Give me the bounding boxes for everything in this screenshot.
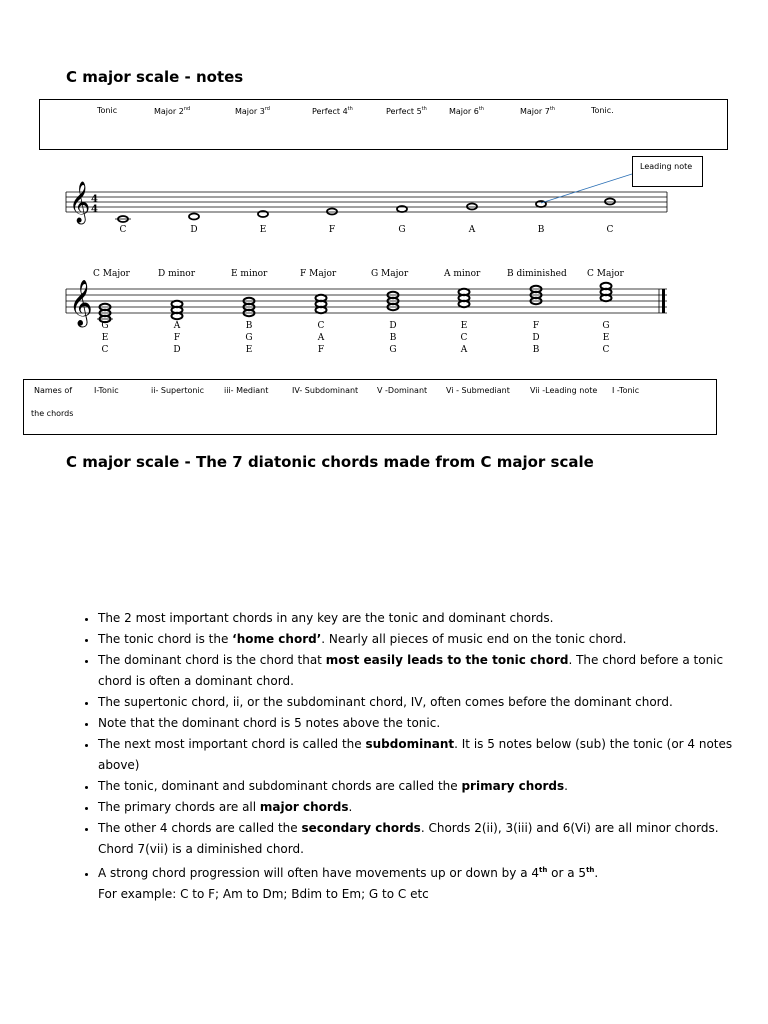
time-signature-top: 4	[91, 194, 98, 205]
chord-note-letter: A	[317, 333, 325, 343]
chord-note	[172, 301, 183, 307]
list-item: • The other 4 chords are called the secondary chords. Chords 2(ii), 3(iii) and 6(Vi) are all minor chords. Chord 7(vii) is a diminished chord.	[98, 818, 738, 860]
chord-note-letter: E	[602, 333, 610, 343]
list-item: • A strong chord progression will often have movements up or down by a 4th or a 5th. For example: C to F; Am to Dm; Bdim to Em; G to C etc	[98, 860, 738, 905]
leading-note-label: Leading note	[640, 162, 693, 171]
chord-note-letter: E	[245, 345, 253, 355]
list-item: • The tonic chord is the ‘home chord’. Nearly all pieces of music end on the tonic chord.	[98, 629, 738, 650]
chord-name: C Major	[587, 269, 624, 279]
chord-note-letter: F	[532, 321, 540, 331]
scale-note	[397, 206, 407, 212]
interval-label: Perfect 4th	[312, 106, 353, 116]
chord-note-letter: D	[532, 333, 540, 343]
chord-note-letter: B	[245, 321, 253, 331]
chord-note-letter: G	[101, 321, 109, 331]
chord-name: E minor	[231, 269, 268, 279]
chord-note	[316, 295, 327, 301]
interval-label: Major 7th	[520, 106, 555, 116]
chord-name: C Major	[93, 269, 130, 279]
chord-staff	[66, 289, 667, 313]
roman-chord-name: V -Dominant	[377, 386, 428, 395]
chord-note-letter: E	[460, 321, 468, 331]
scale-note	[467, 204, 477, 210]
chord-note-letter: F	[317, 345, 325, 355]
chord-name: G Major	[371, 269, 409, 279]
chord-note-letter: C	[460, 333, 468, 343]
chord-note-letter: G	[602, 321, 610, 331]
scale-note	[189, 214, 199, 220]
interval-label: Perfect 5th	[386, 106, 427, 116]
list-item: • Note that the dominant chord is 5 notes above the tonic.	[98, 713, 738, 734]
list-item: • The next most important chord is called the subdominant. It is 5 notes below (sub) the tonic (or 4 notes above)	[98, 734, 738, 776]
chord-note-letter: C	[317, 321, 325, 331]
chord-note-letter: G	[245, 333, 253, 343]
scale-note-letter: A	[468, 225, 476, 235]
treble-clef-icon: 𝄞	[69, 280, 93, 326]
interval-label: Major 6th	[449, 106, 484, 116]
chord-note-letter: B	[532, 345, 540, 355]
chord-note	[601, 283, 612, 289]
chord-name: D minor	[158, 269, 196, 279]
roman-chord-name: Vi - Submediant	[446, 386, 510, 395]
roman-chord-name: IV- Subdominant	[292, 386, 359, 395]
list-item: • The tonic, dominant and subdominant chords are called the primary chords.	[98, 776, 738, 797]
the-chords-label: the chords	[31, 409, 74, 418]
chord-note-letter: A	[460, 345, 468, 355]
roman-chord-name: iii- Mediant	[224, 386, 269, 395]
list-item: • The 2 most important chords in any key are the tonic and dominant chords.	[98, 608, 738, 629]
chord-name: B diminished	[507, 269, 567, 279]
chord-note-letter: F	[173, 333, 181, 343]
chord-note-letter: D	[173, 345, 181, 355]
roman-chord-name: I -Tonic	[612, 386, 640, 395]
scale-note-letter: F	[328, 225, 336, 235]
scale-note	[327, 209, 337, 215]
chord-note	[459, 289, 470, 295]
chord-note-letter: B	[389, 333, 397, 343]
interval-label: Major 3rd	[235, 106, 270, 116]
notes-list	[80, 608, 738, 905]
interval-label: Tonic.	[591, 106, 614, 115]
chord-name: A minor	[444, 269, 481, 279]
chord-note-letter: E	[101, 333, 109, 343]
chord-note-letter: C	[101, 345, 109, 355]
chord-note-letter: A	[173, 321, 181, 331]
roman-chord-name: I-Tonic	[94, 386, 119, 395]
scale-note-letter: C	[119, 225, 127, 235]
scale-note	[258, 211, 268, 217]
chord-name: F Major	[300, 269, 337, 279]
scale-note	[605, 199, 615, 205]
roman-chord-name: Vii -Leading note	[530, 386, 598, 395]
example-line: For example: C to F; Am to Dm; Bdim to Em; G to C etc	[98, 887, 429, 901]
scale-note-letter: G	[398, 225, 406, 235]
roman-chord-name: ii- Supertonic	[151, 386, 205, 395]
list-item: • The primary chords are all major chords.	[98, 797, 738, 818]
scale-note-letter: E	[259, 225, 267, 235]
list-item: • The supertonic chord, ii, or the subdominant chord, IV, often comes before the dominant chord.	[98, 692, 738, 713]
chord-note-letter: D	[389, 321, 397, 331]
interval-label: Major 2nd	[154, 106, 191, 116]
scale-note-letter: C	[606, 225, 614, 235]
time-signature-bottom: 4	[91, 204, 98, 215]
chord-note-letter: G	[389, 345, 397, 355]
scale-staff	[66, 192, 667, 212]
scale-note-letter: B	[537, 225, 545, 235]
chord-note-letter: C	[602, 345, 610, 355]
list-item: • The dominant chord is the chord that most easily leads to the tonic chord. The chord before a tonic chord is often a dominant chord.	[98, 650, 738, 692]
section-title-notes: C major scale - notes	[66, 68, 244, 86]
treble-clef-icon: 𝄞	[69, 182, 91, 223]
scale-note-letter: D	[190, 225, 198, 235]
final-barline	[662, 289, 665, 313]
section-title-diatonic: C major scale - The 7 diatonic chords made from C major scale	[66, 453, 594, 471]
leading-note-pointer	[541, 174, 632, 203]
names-of-label: Names of	[34, 386, 73, 395]
interval-label: Tonic	[97, 106, 118, 115]
